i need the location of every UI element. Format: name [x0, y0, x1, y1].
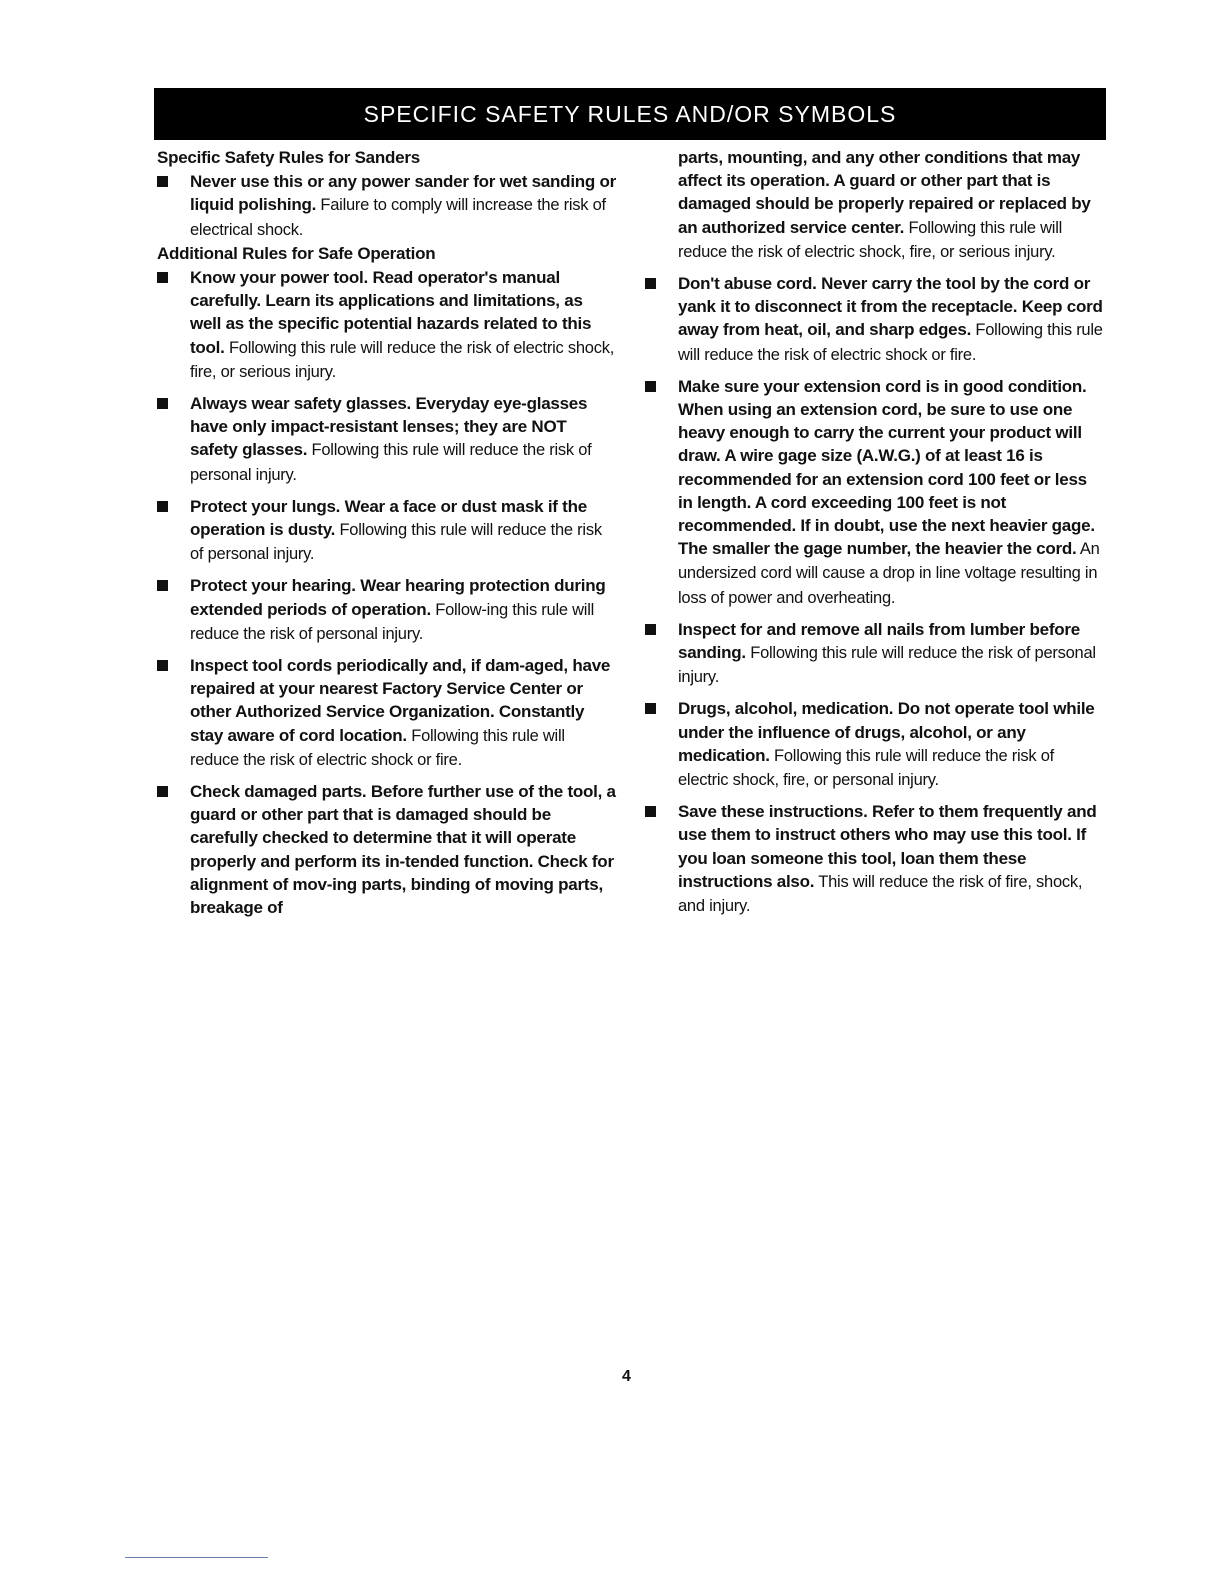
bullet-icon — [157, 501, 168, 512]
left-column — [157, 146, 617, 928]
rule-item — [645, 272, 1105, 367]
rule-text: Following this rule will reduce the risk of personal injury. — [190, 441, 592, 484]
rule-item — [645, 697, 1105, 792]
rule-item — [645, 800, 1105, 918]
rule-text: Following this rule will reduce the risk of electric shock or fire. — [678, 321, 1103, 364]
rule-item — [157, 266, 617, 384]
bullet-icon — [645, 381, 656, 392]
rule-bold: Know your power tool. Read operator's manual carefully. Learn its applications and limitations, as well as the specific potential hazards related to this tool. — [190, 268, 592, 357]
bullet-icon — [157, 272, 168, 283]
rule-bold: parts, mounting, and any other conditions that may affect its operation. A guard or other part that is damaged should be properly repaired or replaced by an authorized service center. — [678, 148, 1091, 237]
bullet-icon — [157, 398, 168, 409]
rule-continuation — [645, 146, 1105, 264]
rule-text: Following this rule will reduce the risk of personal injury. — [678, 644, 1096, 687]
bullet-icon — [157, 580, 168, 591]
rule-bold: Protect your lungs. Wear a face or dust mask if the operation is dusty. — [190, 496, 587, 540]
rule-item — [157, 392, 617, 487]
subheading-additional: Additional Rules for Safe Operation — [157, 243, 436, 263]
rule-bold: Never use this or any power sander for wet sanding or liquid polishing. — [190, 172, 617, 215]
rule-item — [157, 780, 617, 920]
rule-bold: Inspect tool cords periodically and, if dam-aged, have repaired at your nearest Factory Service Center or other Authorized Service Organization. Constantly stay aware of cord location. — [190, 656, 611, 745]
rule-text: Following this rule will reduce the risk of electric shock or fire. — [190, 726, 565, 769]
rule-text: Following this rule will reduce the risk of electric shock, fire, or serious injury. — [678, 218, 1063, 261]
rule-bold: Don't abuse cord. Never carry the tool by the cord or yank it to disconnect it from the receptacle. Keep cord away from heat, oil, and sharp edges. — [678, 274, 1103, 340]
section-title: SPECIFIC SAFETY RULES AND/OR SYMBOLS — [363, 100, 897, 127]
section-header — [154, 88, 1106, 140]
rule-bold: Inspect for and remove all nails from lumber before sanding. — [678, 619, 1080, 663]
rule-bold: Protect your hearing. Wear hearing protection during extended periods of operation. — [190, 576, 606, 619]
rule-item — [157, 170, 617, 242]
rule-bold: Drugs, alcohol, medication. Do not operate tool while under the influence of drugs, alcohol, or any medication. — [678, 699, 1095, 765]
subheading-sanders: Specific Safety Rules for Sanders — [157, 148, 420, 167]
bullet-icon — [157, 660, 168, 671]
rule-text: This will reduce the risk of fire, shock, and injury. — [678, 872, 1083, 916]
bullet-icon — [157, 176, 168, 187]
rule-bold: Check damaged parts. Before further use of the tool, a guard or other part that is damaged should be carefully checked to determine that it will operate properly and perform its in-tended function. Check for alignment of mov-ing parts, binding of moving parts, breakage of — [190, 782, 616, 918]
page-number: 4 — [622, 1368, 631, 1385]
bullet-icon — [645, 278, 656, 289]
rule-text: Following this rule will reduce the risk of electric shock, fire, or personal injury. — [678, 746, 1055, 790]
rule-text: Following this rule will reduce the risk of electric shock, fire, or serious injury. — [190, 338, 615, 381]
bullet-icon — [645, 624, 656, 635]
rule-item — [645, 375, 1105, 610]
rule-item — [157, 495, 617, 567]
rule-text: Failure to comply will increase the risk of electrical shock. — [190, 196, 606, 239]
rule-text: An undersized cord will cause a drop in line voltage resulting in loss of power and overheating. — [678, 540, 1100, 607]
rule-bold: Always wear safety glasses. Everyday eye-glasses have only impact-resistant lenses; they are NOT safety glasses. — [190, 394, 588, 460]
rule-text: Follow-ing this rule will reduce the risk of personal injury. — [190, 600, 595, 643]
bullet-icon — [645, 703, 656, 714]
rule-bold: Save these instructions. Refer to them frequently and use them to instruct others who may use this tool. If you loan someone this tool, loan them these instructions also. — [678, 802, 1097, 891]
bullet-icon — [645, 806, 656, 817]
rule-text: Following this rule will reduce the risk of personal injury. — [190, 521, 602, 564]
right-column — [645, 146, 1105, 926]
bullet-icon — [157, 786, 168, 797]
rule-bold: Make sure your extension cord is in good condition. When using an extension cord, be sure to use one heavy enough to carry the current your product will draw. A wire gage size (A.W.G.) of at least 16 is recommended for an extension cord 100 feet or less in length. A cord exceeding 100 feet is not recommended. If in doubt, use the next heavier gage. The smaller the gage number, the heavier the cord. — [678, 376, 1095, 559]
rule-item — [645, 618, 1105, 690]
rule-item — [157, 654, 617, 772]
rule-item — [157, 574, 617, 646]
footer-divider — [125, 1557, 268, 1558]
